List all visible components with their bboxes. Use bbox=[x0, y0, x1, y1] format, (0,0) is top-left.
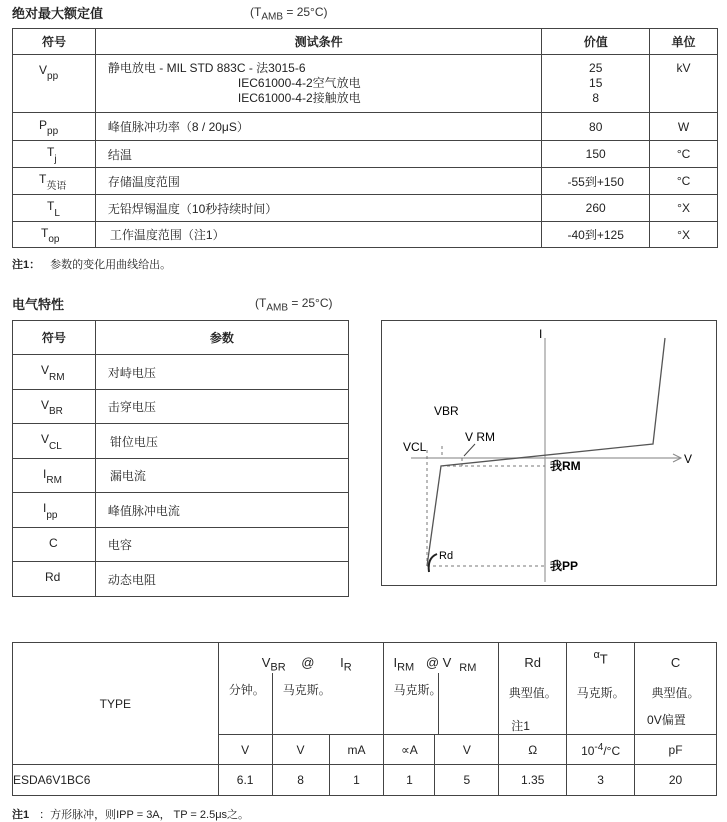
col-parameter: 参数 bbox=[95, 321, 348, 355]
iv-characteristic-diagram bbox=[381, 320, 717, 586]
tc-header: $^\alpha$T 马克斯。 bbox=[567, 643, 635, 735]
v-axis-label: V bbox=[684, 452, 693, 466]
col-test-condition: 测试条件 bbox=[95, 29, 541, 55]
ratings-title: 绝对最大额定值 bbox=[12, 6, 104, 21]
table-row: C 电容 bbox=[13, 528, 349, 562]
table-row: $V_{RM}$ 对峙电压 bbox=[13, 355, 349, 390]
spec-table bbox=[12, 642, 717, 796]
vcl-label: VCL bbox=[403, 440, 427, 454]
electrical-table bbox=[12, 320, 349, 597]
table-row: $I_{RM}$ 漏电流 bbox=[13, 459, 349, 493]
vrm-label: V RM bbox=[465, 430, 495, 444]
table-row: $T_{op}$ 工作温度范围（注1） -40到+125 °X bbox=[13, 222, 718, 248]
unit-cell: kV bbox=[650, 55, 718, 113]
table-row: $V_{BR}$ 击穿电压 bbox=[13, 390, 349, 424]
vbr-label: VBR bbox=[434, 404, 459, 418]
ratings-condition: $(T_{AMB} = 25^\circ C)$ bbox=[250, 5, 328, 23]
table-row: $P_{pp}$ 峰值脉冲功率（8 / 20μS） 80 W bbox=[13, 113, 718, 141]
electrical-title: 电气特性 bbox=[12, 297, 65, 312]
table-row: $T_j$ 结温 150 °C bbox=[13, 141, 718, 168]
rd-header: Rd 典型值。 注1 bbox=[499, 643, 567, 735]
vbr-ir-header: $V_{BR}$ @ $I_R$ 分钟。 马克斯。 bbox=[218, 643, 384, 735]
col-unit: 单位 bbox=[650, 29, 718, 55]
condition-cell: 静电放电 - MIL STD 883C - 法3015-6 IEC61000-4-2空气放电 IEC61000-4-2接触放电 bbox=[95, 55, 541, 113]
ratings-note: 注1： 参数的变化用曲线给出。 bbox=[12, 259, 172, 271]
electrical-condition: $(T_{AMB} = 25^\circ C)$ bbox=[255, 296, 333, 314]
table-row: Rd 动态电阻 bbox=[13, 562, 349, 597]
spec-note: 注1 ：方形脉冲，则IPP = 3A， TP = 2.5μs之。 bbox=[12, 809, 250, 821]
col-value: 价值 bbox=[542, 29, 650, 55]
irm-vrm-header: $I_{RM}$ @ V $_{RM}$ 马克斯。 bbox=[384, 643, 499, 735]
table-row: $T_{英语}$ 存储温度范围 -55到+150 °C bbox=[13, 168, 718, 195]
diagram-frame bbox=[382, 321, 717, 586]
rd-label: Rd bbox=[439, 550, 454, 562]
irm-label: 我RM bbox=[550, 459, 581, 473]
table-row: $V_{CL}$ 钳位电压 bbox=[13, 424, 349, 459]
type-header: TYPE bbox=[13, 643, 219, 765]
table-row: ESDA6V1BC6 6.1 8 1 1 5 1.35 3 20 bbox=[13, 765, 717, 796]
i-axis-label: I bbox=[539, 327, 543, 341]
ipp-label: 我PP bbox=[550, 559, 579, 573]
col-symbol: 符号 bbox=[13, 321, 96, 355]
table-row bbox=[13, 55, 718, 113]
units-row: V V mA ∝A V Ω $10^{-4}/^\circ C$ pF bbox=[13, 735, 717, 765]
c-header: C 典型值。 0V偏置 bbox=[635, 643, 717, 735]
col-symbol: 符号 bbox=[13, 29, 96, 55]
value-cell: 25 15 8 bbox=[542, 55, 650, 113]
ratings-table bbox=[12, 28, 718, 248]
symbol-cell: $V_{pp}$ bbox=[13, 55, 96, 113]
table-row: $T_L$ 无铅焊锡温度（10秒持续时间） 260 °X bbox=[13, 195, 718, 222]
table-row: $I_{pp}$ 峰值脉冲电流 bbox=[13, 493, 349, 528]
tc-unit: $10^{-4}/^\circ C$ bbox=[567, 735, 635, 765]
